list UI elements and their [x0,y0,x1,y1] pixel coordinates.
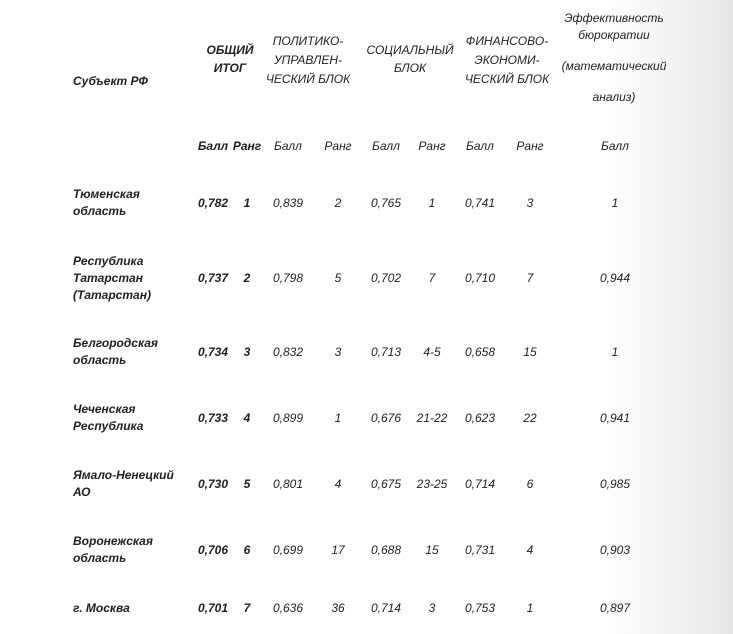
region-name: Татарстан [73,270,143,285]
cell-total-score: 0,734 [197,345,229,359]
region-name: АО [73,485,91,499]
region-name: г. Москва [73,600,130,615]
social-header-line: БЛОК [393,61,427,75]
political-header-line: ПОЛИТИКО- [272,34,344,48]
region-name: область [73,204,127,218]
efficiency-header-line: Эффективность [564,11,664,25]
cell-soc-rank: 23-25 [416,477,448,491]
region-name: Чеченская [73,402,136,416]
financial-header-line: ЭКОНОМИ- [474,53,540,67]
subject-header: Субъект РФ [73,74,148,88]
total-header-line: ИТОГ [213,61,247,75]
subheader-pol-score: Балл [274,139,302,153]
cell-eff-score: 0,941 [599,411,631,425]
cell-pol-score: 0,899 [272,411,304,425]
cell-soc-score: 0,702 [370,271,402,285]
subheader-soc-score: Балл [372,139,400,153]
total-header-line: ОБЩИЙ [206,43,254,57]
cell-soc-rank: 1 [428,196,436,210]
cell-soc-rank: 4-5 [423,345,441,359]
cell-pol-score: 0,832 [272,345,304,359]
subheader-soc-rank: Ранг [418,139,446,153]
cell-fin-rank: 15 [523,345,537,359]
cell-eff-score: 0,985 [599,477,631,491]
cell-fin-score: 0,714 [464,477,496,491]
cell-soc-rank: 3 [428,601,436,615]
cell-pol-score: 0,839 [272,196,304,210]
cell-fin-rank: 4 [526,543,534,557]
efficiency-header-line: анализ) [592,90,636,104]
cell-fin-score: 0,658 [464,345,496,359]
financial-header-line: ЧЕСКИЙ БЛОК [464,72,550,86]
cell-pol-rank: 1 [334,411,342,425]
cell-eff-score: 0,897 [599,601,631,615]
cell-fin-rank: 6 [526,477,534,491]
region-name: область [73,353,127,367]
cell-fin-rank: 3 [526,196,534,210]
cell-pol-rank: 3 [334,345,342,359]
subheader-fin-score: Балл [466,139,494,153]
cell-total-rank: 7 [243,601,251,615]
cell-soc-rank: 7 [428,271,436,285]
cell-pol-score: 0,798 [272,271,304,285]
cell-total-score: 0,701 [197,601,229,615]
cell-fin-score: 0,710 [464,271,496,285]
political-header-line: УПРАВЛЕН- [273,53,343,67]
financial-header-line: ФИНАНСОВО- [465,34,549,48]
cell-fin-score: 0,753 [464,601,496,615]
cell-soc-score: 0,688 [370,543,402,557]
cell-eff-score: 1 [611,345,619,359]
cell-pol-rank: 4 [334,477,342,491]
cell-total-rank: 2 [243,271,251,285]
subheader-total-score: Балл [197,139,229,153]
cell-soc-score: 0,676 [370,411,402,425]
efficiency-header-line: бюрократии [578,28,650,42]
social-header-line: СОЦИАЛЬНЫЙ [366,43,454,57]
region-name: Ямало-Ненецкий [73,468,174,482]
cell-total-score: 0,706 [197,543,229,557]
region-name: Республика [73,419,144,433]
region-name: Республика [73,253,144,268]
political-header-line: ЧЕСКИЙ БЛОК [265,72,351,86]
cell-pol-rank: 2 [334,196,342,210]
cell-fin-rank: 22 [523,411,537,425]
cell-pol-rank: 36 [331,601,345,615]
cell-soc-rank: 15 [425,543,439,557]
cell-eff-score: 1 [611,196,619,210]
region-name: область [73,551,127,565]
region-name: Тюменская [73,187,140,201]
cell-pol-score: 0,699 [272,543,304,557]
region-name: Белгородская [73,336,158,350]
cell-fin-score: 0,741 [464,196,496,210]
cell-fin-rank: 1 [526,601,534,615]
cell-fin-rank: 7 [526,271,534,285]
cell-pol-rank: 17 [331,543,345,557]
cell-total-rank: 3 [243,345,251,359]
cell-total-score: 0,782 [197,196,229,210]
cell-fin-score: 0,731 [464,543,496,557]
cell-eff-score: 0,903 [599,543,631,557]
subheader-pol-rank: Ранг [324,139,352,153]
subheader-eff-score: Балл [601,139,629,153]
cell-pol-rank: 5 [334,271,342,285]
region-name: Воронежская [73,534,153,548]
cell-total-score: 0,730 [197,477,229,491]
cell-pol-score: 0,801 [272,477,304,491]
cell-soc-score: 0,765 [370,196,402,210]
cell-total-rank: 5 [243,477,251,491]
region-name: (Татарстан) [73,287,151,302]
subheader-total-rank: Ранг [232,139,262,153]
cell-pol-score: 0,636 [272,601,304,615]
cell-total-rank: 4 [243,411,251,425]
subheader-fin-rank: Ранг [516,139,544,153]
efficiency-header-line: (математический [561,59,667,73]
cell-soc-rank: 21-22 [416,411,448,425]
cell-soc-score: 0,714 [370,601,402,615]
cell-soc-score: 0,713 [370,345,402,359]
cell-total-score: 0,733 [197,411,229,425]
cell-eff-score: 0,944 [599,271,631,285]
cell-soc-score: 0,675 [370,477,402,491]
cell-total-rank: 1 [243,196,251,210]
cell-total-score: 0,737 [197,271,229,285]
cell-total-rank: 6 [243,543,251,557]
cell-fin-score: 0,623 [464,411,496,425]
